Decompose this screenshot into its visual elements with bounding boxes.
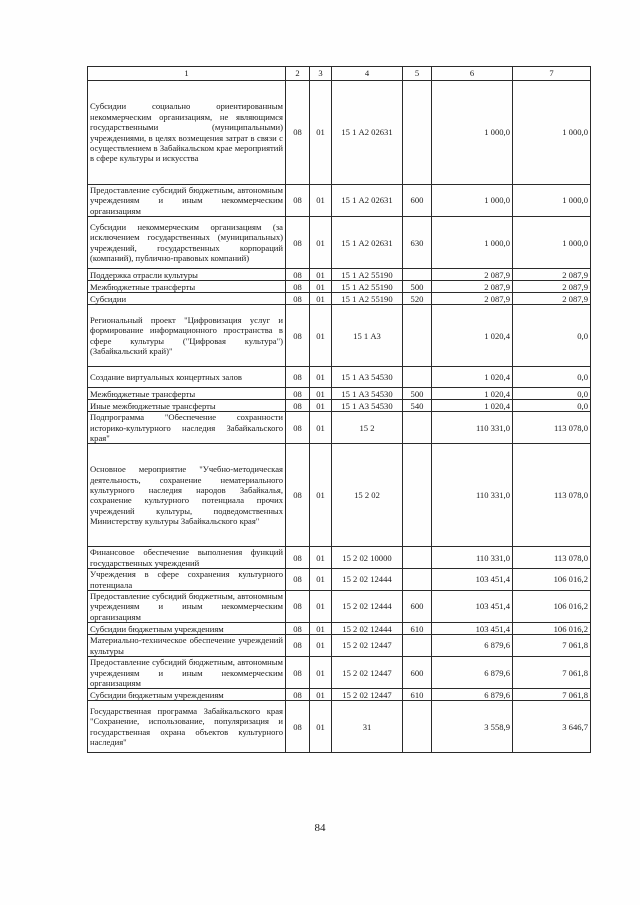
row-amount-year2-cell: 7 061,8 bbox=[513, 689, 591, 701]
row-name-cell: Предоставление субсидий бюджетным, автономным учреждениям и иным некоммерческим организациям bbox=[88, 591, 286, 623]
row-section-cell: 08 bbox=[286, 591, 310, 623]
row-amount-year1-cell: 110 331,0 bbox=[432, 547, 513, 569]
row-section-cell: 08 bbox=[286, 547, 310, 569]
row-target-code-cell: 15 2 02 10000 bbox=[332, 547, 403, 569]
row-expense-type-cell: 600 bbox=[403, 591, 432, 623]
row-amount-year1-cell: 2 087,9 bbox=[432, 269, 513, 281]
table-row bbox=[88, 185, 591, 217]
row-subsection-cell: 01 bbox=[310, 293, 332, 305]
row-expense-type-cell: 540 bbox=[403, 400, 432, 412]
table-row bbox=[88, 81, 591, 185]
row-target-code-cell: 31 bbox=[332, 701, 403, 753]
row-amount-year1-cell: 103 451,4 bbox=[432, 591, 513, 623]
row-target-code-cell: 15 2 02 12447 bbox=[332, 689, 403, 701]
row-subsection-cell: 01 bbox=[310, 367, 332, 388]
row-expense-type-cell bbox=[403, 701, 432, 753]
row-name-cell: Создание виртуальных концертных залов bbox=[88, 367, 286, 388]
row-amount-year2-cell: 106 016,2 bbox=[513, 591, 591, 623]
row-section-cell: 08 bbox=[286, 569, 310, 591]
row-name-cell: Основное мероприятие "Учебно-методическая деятельность, сохранение нематериального культурного наследия народов Забайкалья, сохранение культурного потенциала прочих учреждений культуры, подведомственных Министерству культуры Забайкальского края" bbox=[88, 444, 286, 547]
row-expense-type-cell bbox=[403, 367, 432, 388]
row-amount-year1-cell: 3 558,9 bbox=[432, 701, 513, 753]
row-expense-type-cell bbox=[403, 412, 432, 444]
row-section-cell: 08 bbox=[286, 185, 310, 217]
row-amount-year1-cell: 1 020,4 bbox=[432, 367, 513, 388]
table-row bbox=[88, 569, 591, 591]
row-name-cell: Предоставление субсидий бюджетным, автономным учреждениям и иным некоммерческим организациям bbox=[88, 657, 286, 689]
row-name-cell: Субсидии бюджетным учреждениям bbox=[88, 623, 286, 635]
row-amount-year2-cell: 7 061,8 bbox=[513, 657, 591, 689]
row-amount-year2-cell: 1 000,0 bbox=[513, 81, 591, 185]
row-amount-year2-cell: 113 078,0 bbox=[513, 412, 591, 444]
row-amount-year2-cell: 2 087,9 bbox=[513, 281, 591, 293]
row-amount-year1-cell: 6 879,6 bbox=[432, 635, 513, 657]
row-amount-year2-cell: 113 078,0 bbox=[513, 547, 591, 569]
row-amount-year1-cell: 1 000,0 bbox=[432, 81, 513, 185]
row-name-cell: Межбюджетные трансферты bbox=[88, 281, 286, 293]
row-name-cell: Иные межбюджетные трансферты bbox=[88, 400, 286, 412]
row-section-cell: 08 bbox=[286, 635, 310, 657]
row-amount-year1-cell: 1 000,0 bbox=[432, 185, 513, 217]
header-col-4: 4 bbox=[332, 67, 403, 81]
row-name-cell: Субсидии социально ориентированным некоммерческим организациям, не являющимся государственными (муниципальными) учреждениями, в целях возмещения затрат в связи с осуществлением в Забайкальском крае мероприятий в сфере культуры и искусства bbox=[88, 81, 286, 185]
row-expense-type-cell: 600 bbox=[403, 185, 432, 217]
row-subsection-cell: 01 bbox=[310, 81, 332, 185]
row-name-cell: Учреждения в сфере сохранения культурного потенциала bbox=[88, 569, 286, 591]
header-col-1: 1 bbox=[88, 67, 286, 81]
row-amount-year2-cell: 0,0 bbox=[513, 305, 591, 367]
row-expense-type-cell bbox=[403, 569, 432, 591]
row-subsection-cell: 01 bbox=[310, 269, 332, 281]
row-target-code-cell: 15 1 А3 54530 bbox=[332, 367, 403, 388]
row-subsection-cell: 01 bbox=[310, 569, 332, 591]
row-subsection-cell: 01 bbox=[310, 412, 332, 444]
row-target-code-cell: 15 1 А2 55190 bbox=[332, 281, 403, 293]
table-body bbox=[88, 81, 591, 753]
row-subsection-cell: 01 bbox=[310, 388, 332, 400]
row-subsection-cell: 01 bbox=[310, 701, 332, 753]
row-target-code-cell: 15 1 А3 54530 bbox=[332, 388, 403, 400]
table-row bbox=[88, 281, 591, 293]
row-name-cell: Субсидии bbox=[88, 293, 286, 305]
row-expense-type-cell: 520 bbox=[403, 293, 432, 305]
table-row bbox=[88, 217, 591, 269]
table-row bbox=[88, 547, 591, 569]
table-row bbox=[88, 305, 591, 367]
row-subsection-cell: 01 bbox=[310, 689, 332, 701]
table-row bbox=[88, 412, 591, 444]
table-row bbox=[88, 444, 591, 547]
row-section-cell: 08 bbox=[286, 388, 310, 400]
row-section-cell: 08 bbox=[286, 444, 310, 547]
row-subsection-cell: 01 bbox=[310, 281, 332, 293]
row-name-cell: Подпрограмма "Обеспечение сохранности историко-культурного наследия Забайкальского края" bbox=[88, 412, 286, 444]
row-section-cell: 08 bbox=[286, 412, 310, 444]
row-section-cell: 08 bbox=[286, 400, 310, 412]
row-expense-type-cell: 600 bbox=[403, 657, 432, 689]
row-subsection-cell: 01 bbox=[310, 185, 332, 217]
row-section-cell: 08 bbox=[286, 367, 310, 388]
header-col-3: 3 bbox=[310, 67, 332, 81]
table-row bbox=[88, 701, 591, 753]
row-expense-type-cell: 610 bbox=[403, 623, 432, 635]
row-expense-type-cell bbox=[403, 305, 432, 367]
row-subsection-cell: 01 bbox=[310, 444, 332, 547]
row-subsection-cell: 01 bbox=[310, 217, 332, 269]
header-col-6: 6 bbox=[432, 67, 513, 81]
row-expense-type-cell bbox=[403, 444, 432, 547]
row-section-cell: 08 bbox=[286, 305, 310, 367]
table-row bbox=[88, 293, 591, 305]
row-amount-year1-cell: 2 087,9 bbox=[432, 281, 513, 293]
row-amount-year1-cell: 1 000,0 bbox=[432, 217, 513, 269]
table-row bbox=[88, 689, 591, 701]
row-name-cell: Межбюджетные трансферты bbox=[88, 388, 286, 400]
row-subsection-cell: 01 bbox=[310, 623, 332, 635]
row-amount-year1-cell: 103 451,4 bbox=[432, 623, 513, 635]
row-amount-year2-cell: 3 646,7 bbox=[513, 701, 591, 753]
table-header-row bbox=[88, 67, 591, 81]
header-col-2: 2 bbox=[286, 67, 310, 81]
row-amount-year2-cell: 106 016,2 bbox=[513, 623, 591, 635]
row-section-cell: 08 bbox=[286, 293, 310, 305]
row-subsection-cell: 01 bbox=[310, 635, 332, 657]
row-expense-type-cell: 610 bbox=[403, 689, 432, 701]
table-row bbox=[88, 400, 591, 412]
row-amount-year2-cell: 0,0 bbox=[513, 388, 591, 400]
row-amount-year1-cell: 110 331,0 bbox=[432, 412, 513, 444]
table-row bbox=[88, 388, 591, 400]
row-name-cell: Субсидии бюджетным учреждениям bbox=[88, 689, 286, 701]
row-subsection-cell: 01 bbox=[310, 657, 332, 689]
row-section-cell: 08 bbox=[286, 81, 310, 185]
row-target-code-cell: 15 1 А2 02631 bbox=[332, 81, 403, 185]
row-amount-year1-cell: 110 331,0 bbox=[432, 444, 513, 547]
row-target-code-cell: 15 1 А2 02631 bbox=[332, 217, 403, 269]
row-section-cell: 08 bbox=[286, 217, 310, 269]
row-amount-year2-cell: 113 078,0 bbox=[513, 444, 591, 547]
table-row bbox=[88, 657, 591, 689]
row-target-code-cell: 15 1 А3 bbox=[332, 305, 403, 367]
row-name-cell: Предоставление субсидий бюджетным, автономным учреждениям и иным некоммерческим организациям bbox=[88, 185, 286, 217]
row-expense-type-cell bbox=[403, 81, 432, 185]
budget-table bbox=[87, 66, 591, 753]
row-expense-type-cell: 500 bbox=[403, 388, 432, 400]
row-target-code-cell: 15 2 02 bbox=[332, 444, 403, 547]
row-name-cell: Финансовое обеспечение выполнения функций государственных учреждений bbox=[88, 547, 286, 569]
table-row bbox=[88, 635, 591, 657]
row-target-code-cell: 15 2 02 12447 bbox=[332, 635, 403, 657]
table-row bbox=[88, 623, 591, 635]
row-amount-year1-cell: 6 879,6 bbox=[432, 657, 513, 689]
row-subsection-cell: 01 bbox=[310, 305, 332, 367]
header-col-7: 7 bbox=[513, 67, 591, 81]
row-amount-year2-cell: 0,0 bbox=[513, 367, 591, 388]
page-number: 84 bbox=[314, 822, 326, 834]
row-amount-year2-cell: 106 016,2 bbox=[513, 569, 591, 591]
table-row bbox=[88, 367, 591, 388]
row-expense-type-cell: 500 bbox=[403, 281, 432, 293]
row-name-cell: Материально-техническое обеспечение учреждений культуры bbox=[88, 635, 286, 657]
row-amount-year1-cell: 6 879,6 bbox=[432, 689, 513, 701]
table-row bbox=[88, 591, 591, 623]
row-target-code-cell: 15 1 А2 55190 bbox=[332, 269, 403, 281]
row-amount-year1-cell: 1 020,4 bbox=[432, 305, 513, 367]
row-subsection-cell: 01 bbox=[310, 547, 332, 569]
row-target-code-cell: 15 2 02 12444 bbox=[332, 591, 403, 623]
row-amount-year1-cell: 103 451,4 bbox=[432, 569, 513, 591]
row-section-cell: 08 bbox=[286, 281, 310, 293]
row-subsection-cell: 01 bbox=[310, 591, 332, 623]
row-name-cell: Поддержка отрасли культуры bbox=[88, 269, 286, 281]
row-section-cell: 08 bbox=[286, 657, 310, 689]
row-expense-type-cell bbox=[403, 635, 432, 657]
row-amount-year1-cell: 1 020,4 bbox=[432, 400, 513, 412]
header-col-5: 5 bbox=[403, 67, 432, 81]
row-amount-year2-cell: 2 087,9 bbox=[513, 293, 591, 305]
row-section-cell: 08 bbox=[286, 701, 310, 753]
row-target-code-cell: 15 1 А2 55190 bbox=[332, 293, 403, 305]
row-target-code-cell: 15 1 А3 54530 bbox=[332, 400, 403, 412]
row-section-cell: 08 bbox=[286, 269, 310, 281]
row-amount-year2-cell: 1 000,0 bbox=[513, 217, 591, 269]
row-target-code-cell: 15 1 А2 02631 bbox=[332, 185, 403, 217]
row-section-cell: 08 bbox=[286, 623, 310, 635]
row-section-cell: 08 bbox=[286, 689, 310, 701]
row-amount-year2-cell: 7 061,8 bbox=[513, 635, 591, 657]
row-target-code-cell: 15 2 02 12444 bbox=[332, 569, 403, 591]
row-expense-type-cell bbox=[403, 269, 432, 281]
row-amount-year1-cell: 2 087,9 bbox=[432, 293, 513, 305]
table-row bbox=[88, 269, 591, 281]
row-target-code-cell: 15 2 02 12447 bbox=[332, 657, 403, 689]
row-name-cell: Региональный проект "Цифровизация услуг и формирование информационного пространства в сфере культуры ("Цифровая культура") (Забайкальский край)" bbox=[88, 305, 286, 367]
row-amount-year2-cell: 0,0 bbox=[513, 400, 591, 412]
row-subsection-cell: 01 bbox=[310, 400, 332, 412]
row-name-cell: Государственная программа Забайкальского края "Сохранение, использование, популяризация и государственная охрана объектов культурного наследия" bbox=[88, 701, 286, 753]
row-target-code-cell: 15 2 02 12444 bbox=[332, 623, 403, 635]
row-target-code-cell: 15 2 bbox=[332, 412, 403, 444]
row-amount-year1-cell: 1 020,4 bbox=[432, 388, 513, 400]
row-expense-type-cell bbox=[403, 547, 432, 569]
row-expense-type-cell: 630 bbox=[403, 217, 432, 269]
row-amount-year2-cell: 1 000,0 bbox=[513, 185, 591, 217]
row-name-cell: Субсидии некоммерческим организациям (за исключением государственных (муниципальных) учреждений, государственных корпораций (компаний), публично-правовых компаний) bbox=[88, 217, 286, 269]
row-amount-year2-cell: 2 087,9 bbox=[513, 269, 591, 281]
